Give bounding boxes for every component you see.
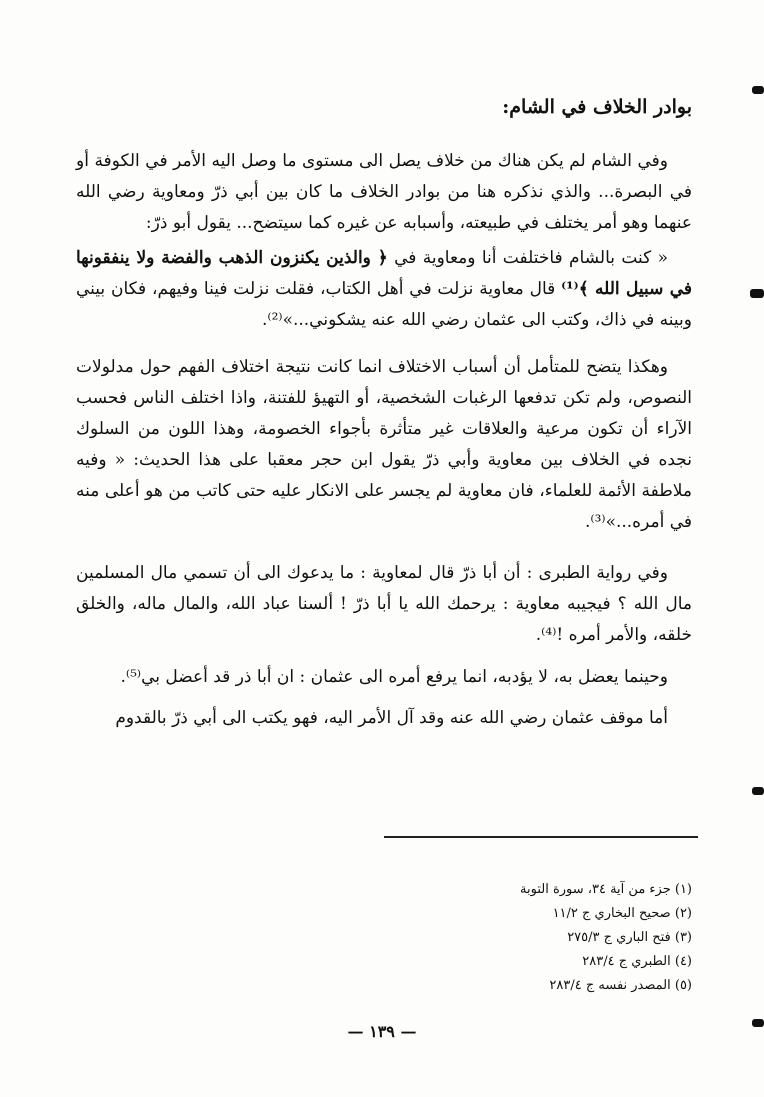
footnotes-list — [520, 878, 692, 998]
scan-edge-mark — [752, 787, 764, 795]
paragraph-2-quote — [76, 243, 692, 336]
paragraph-6: أما موقف عثمان رضي الله عنه وقد آل الأمر اليه، فهو يكتب الى أبي ذرّ بالقدوم — [115, 708, 668, 728]
section-heading: بوادر الخلاف في الشام: — [502, 96, 692, 118]
page-number: — ١٣٩ — — [347, 1022, 417, 1041]
footnote-item: (٢) صحيح البخاري ج ١١/٢ — [552, 906, 692, 921]
scan-edge-mark — [750, 289, 764, 298]
quote-rest: قال معاوية نزلت في أهل الكتاب، فقلت نزلت فينا وفيهم، فكان بيني وبينه في ذاك، وكتب الى عثمان رضي الله عنه يشكوني...»⁽²⁾. — [76, 279, 692, 330]
footnote-item: (٥) المصدر نفسه ج ٢٨٣/٤ — [549, 978, 692, 993]
paragraph-3: وهكذا يتضح للمتأمل أن أسباب الاختلاف انما كانت نتيجة اختلاف الفهم حول مدلولات النصوص، ولم تكن تدفعها الرغبات الشخصية، أو التهيؤ للفتنة، واذا اختلف الناس فحسب الآراء أن تكون مرعية والعلاقات غير متأثرة بأجواء الخصومة، وهذا اللون من السلوك نجده في الخلاف بين معاوية وأبي ذرّ يقول ابن حجر معقبا على هذا الحديث: « وفيه ملاطفة الأئمة للعلماء، فان معاوية لم يجسر على الانكار عليه حتى كاتب من هو أعلى منه في أمره...»⁽³⁾. — [76, 357, 692, 532]
quote-opening: « كنت بالشام فاختلفت أنا ومعاوية في — [394, 248, 668, 268]
paragraph-4: وفي رواية الطبرى : أن أبا ذرّ قال لمعاوية : ما يدعوك الى أن تسمي مال المسلمين مال الله ؟ فيجيبه معاوية : يرحمك الله يا أبا ذرّ ! ألسنا عباد الله، والمال ماله، والخلق خلقه، والأمر أمره !⁽⁴⁾. — [76, 563, 692, 645]
footnote-item: (٤) الطبري ج ٢٨٣/٤ — [582, 954, 692, 969]
paragraph-5: وحينما يعضل به، لا يؤدبه، انما يرفع أمره الى عثمان : ان أبا ذر قد أعضل بي⁽⁵⁾. — [120, 667, 668, 687]
scan-edge-mark — [752, 1019, 764, 1027]
footnote-item: (٣) فتح الباري ج ٢٧٥/٣ — [567, 930, 692, 945]
quran-verse: ﴿ والذين يكنزون الذهب والفضة ولا ينفقونها في سبيل الله ﴾⁽¹⁾ — [76, 248, 692, 299]
footnote-item: (١) جزء من آية ٣٤، سورة التوبة — [520, 882, 692, 897]
paragraph-1: وفي الشام لم يكن هناك من خلاف يصل الى مستوى ما وصل اليه الأمر في الكوفة أو في البصرة... والذي نذكره هنا من بوادر الخلاف ما كان بين أبي ذرّ ومعاوية رضي الله عنهما وهو أمر يختلف في طبيعته، وأسبابه عن غيره كما سيتضح... يقول أبو ذرّ: — [76, 151, 692, 233]
scan-edge-mark — [752, 86, 764, 94]
footnote-divider — [384, 836, 698, 838]
